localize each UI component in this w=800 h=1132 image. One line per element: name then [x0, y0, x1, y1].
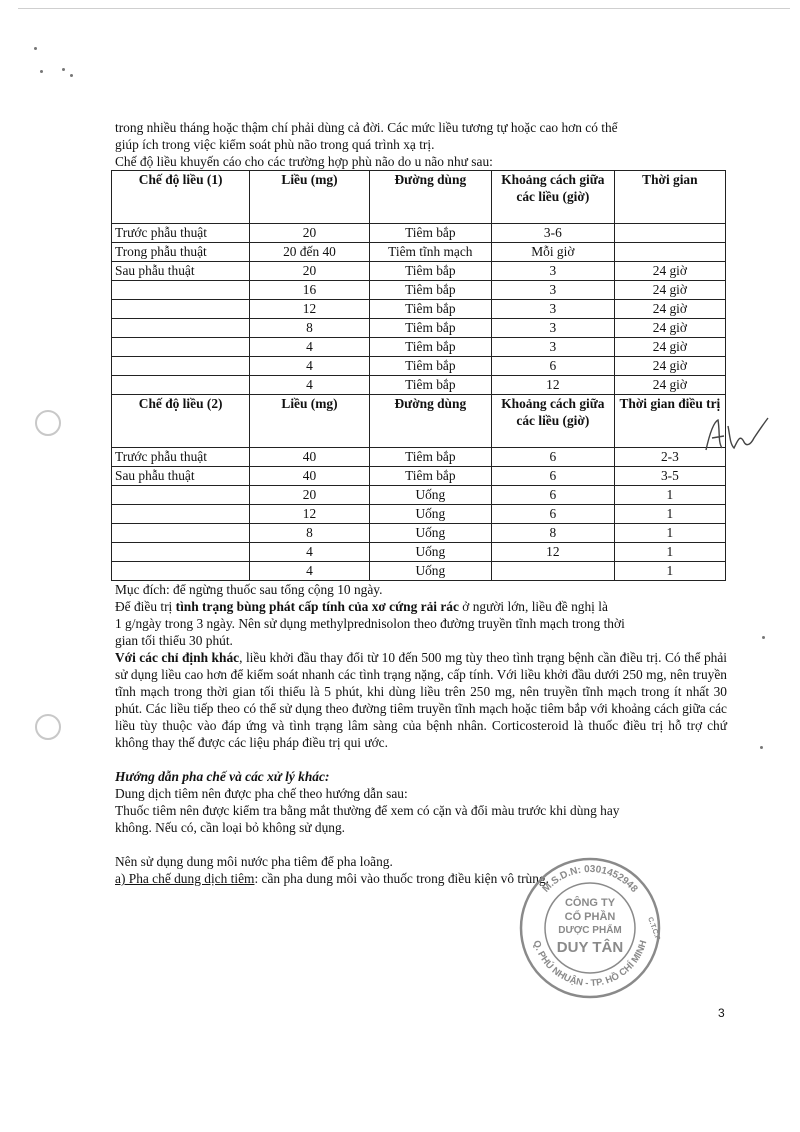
table-cell: Uống: [369, 543, 491, 562]
other-text: , liều khởi đầu thay đổi từ 10 đến 500 mg tùy theo tình trạng bệnh cần điều trị. Có thể phải sử dụng liều cao hơn để kiểm soát nhanh các tình trạng nặng, cấp tính. Với liều khởi đầu dưới 250 mg, nên truyền tĩnh mạch trong thời gian tối thiểu là 5 phút, khi dùng liều trên 250 mg, nên truyền tĩnh mạch trong ít nhất 30 phút. Các liều tiếp theo có thể sử dụng theo đường tiêm truyền tĩnh mạch hoặc tiêm bắp với khoảng cách giữa các liều tùy thuộc vào đáp ứng và tình trạng lâm sàng của bệnh nhân. Corticosteroid là thuốc điều trị hỗ trợ chứ không thay thế được các liệu pháp điều trị qui ước.: [115, 650, 728, 750]
table-cell: 1: [614, 543, 725, 562]
table-cell: 3: [491, 300, 614, 319]
prep-step-text: : cần pha dung môi vào thuốc trong điều kiện vô trùng.: [254, 871, 549, 886]
table-cell: Tiêm bắp: [369, 448, 491, 467]
scan-speck: [40, 70, 43, 73]
table-cell: [614, 243, 725, 262]
table-cell: Tiêm bắp: [369, 338, 491, 357]
table-cell: [112, 319, 250, 338]
table-cell: 6: [491, 505, 614, 524]
table-row: [112, 467, 726, 486]
table-cell: [112, 338, 250, 357]
table-cell: Tiêm bắp: [369, 357, 491, 376]
other-bold-term: Với các chỉ định khác: [115, 650, 240, 665]
table-cell: 6: [491, 486, 614, 505]
stamp-type: CỔ PHẦN: [564, 911, 616, 923]
table-cell: 24 giờ: [614, 281, 725, 300]
table-cell: Mỗi giờ: [491, 243, 614, 262]
ms-line: 1 g/ngày trong 3 ngày. Nên sử dụng methylprednisolon theo đường truyền tĩnh mạch trong thời: [115, 616, 625, 631]
table-cell: Uống: [369, 486, 491, 505]
table-row: [112, 357, 726, 376]
table-cell: [112, 357, 250, 376]
table-cell: [112, 281, 250, 300]
ms-text: ở người lớn, liều đề nghị là: [458, 599, 608, 614]
prep-heading: Hướng dẫn pha chế và các xử lý khác:: [115, 769, 330, 784]
table-cell: 16: [250, 281, 369, 300]
table-header-row: [112, 395, 726, 448]
table-cell: 3: [491, 262, 614, 281]
table-row: [112, 300, 726, 319]
table-row: [112, 338, 726, 357]
table-cell: [112, 376, 250, 395]
table-cell: 4: [250, 338, 369, 357]
table-cell: 6: [491, 357, 614, 376]
table-cell: 20: [250, 262, 369, 281]
dosage-table-1: [111, 170, 726, 581]
ms-bold-term: tình trạng bùng phát cấp tính của xơ cứng rải rác: [175, 599, 459, 614]
table-cell: Tiêm bắp: [369, 224, 491, 243]
table-cell: 3: [491, 338, 614, 357]
scan-speck: [760, 746, 763, 749]
table-cell: 3-5: [614, 467, 725, 486]
prep-line: Nên sử dụng dung môi nước pha tiêm để pha loãng.: [115, 854, 393, 869]
table-cell: 20: [250, 486, 369, 505]
table-row: [112, 448, 726, 467]
table-cell: 24 giờ: [614, 262, 725, 281]
table-cell: 6: [491, 467, 614, 486]
table-cell: 4: [250, 357, 369, 376]
table-row: [112, 505, 726, 524]
table-cell: Tiêm bắp: [369, 376, 491, 395]
table-cell: Trước phẫu thuật: [112, 448, 250, 467]
table-cell: Tiêm tĩnh mạch: [369, 243, 491, 262]
scan-speck: [62, 68, 65, 71]
table-cell: 1: [614, 524, 725, 543]
table-row: [112, 224, 726, 243]
table-cell: 40: [250, 448, 369, 467]
stamp-code: M.S.D.N: 0301452948: [540, 863, 640, 895]
table-cell: 1: [614, 562, 725, 581]
table-cell: [112, 486, 250, 505]
header-cell: Khoảng cách giữa các liều (giờ): [491, 171, 614, 224]
table-cell: Tiêm bắp: [369, 319, 491, 338]
top-edge-line: [18, 8, 790, 9]
table-cell: Tiêm bắp: [369, 300, 491, 319]
header-cell: Liều (mg): [250, 171, 369, 224]
header-cell: Đường dùng: [369, 395, 491, 448]
table-cell: 12: [491, 376, 614, 395]
table-cell: Uống: [369, 562, 491, 581]
table-cell: 3: [491, 281, 614, 300]
header-cell: Thời gian: [614, 171, 725, 224]
table-cell: 20: [250, 224, 369, 243]
table-row: [112, 543, 726, 562]
header-cell: Khoảng cách giữa các liều (giờ): [491, 395, 614, 448]
prep-step-label: a) Pha chế dung dịch tiêm: [115, 871, 255, 886]
stamp-name: DUY TÂN: [556, 939, 624, 956]
table-header-row: [112, 171, 726, 224]
table-cell: [491, 562, 614, 581]
table-cell: 1: [614, 505, 725, 524]
table-cell: 12: [491, 543, 614, 562]
ms-line: gian tối thiểu 30 phút.: [115, 633, 233, 648]
table-cell: Uống: [369, 505, 491, 524]
table-cell: 3: [491, 319, 614, 338]
ms-paragraph: [115, 598, 727, 615]
table-cell: 24 giờ: [614, 319, 725, 338]
scan-speck: [762, 636, 765, 639]
table-row: [112, 486, 726, 505]
table-cell: 24 giờ: [614, 300, 725, 319]
document-body: [115, 119, 727, 887]
table-cell: 12: [250, 300, 369, 319]
table-cell: 8: [491, 524, 614, 543]
punch-hole: [35, 714, 61, 740]
table-cell: Sau phẫu thuật: [112, 262, 250, 281]
table-cell: Trước phẫu thuật: [112, 224, 250, 243]
header-cell: Đường dùng: [369, 171, 491, 224]
table-cell: [112, 300, 250, 319]
intro-line: trong nhiều tháng hoặc thậm chí phải dùng cả đời. Các mức liều tương tự hoặc cao hơn có thể: [115, 120, 618, 135]
purpose-note: Mục đích: để ngừng thuốc sau tổng cộng 10 ngày.: [115, 582, 383, 597]
stamp-location: Q. PHÚ NHUẬN - TP. HỒ CHÍ MINH: [530, 939, 650, 990]
handwritten-initials: [700, 412, 770, 456]
table-cell: 20 đến 40: [250, 243, 369, 262]
table-cell: 12: [250, 505, 369, 524]
other-indications-paragraph: [115, 649, 727, 751]
table-cell: [112, 543, 250, 562]
table-row: [112, 524, 726, 543]
table-cell: [112, 562, 250, 581]
ms-text: Để điều trị: [115, 599, 176, 614]
scan-speck: [34, 47, 37, 50]
table-cell: 3-6: [491, 224, 614, 243]
table-cell: 2-3: [614, 448, 725, 467]
spacer: [115, 751, 727, 768]
company-stamp: [518, 856, 662, 1000]
table-cell: Trong phẫu thuật: [112, 243, 250, 262]
table-cell: Tiêm bắp: [369, 467, 491, 486]
header-cell: Chế độ liều (2): [112, 395, 250, 448]
table-cell: [112, 524, 250, 543]
table-row: [112, 281, 726, 300]
table-cell: 4: [250, 543, 369, 562]
intro-line: giúp ích trong việc kiểm soát phù não trong quá trình xạ trị.: [115, 137, 435, 152]
table-cell: Tiêm bắp: [369, 281, 491, 300]
table-cell: 24 giờ: [614, 376, 725, 395]
table-cell: 1: [614, 486, 725, 505]
prep-line: Thuốc tiêm nên được kiểm tra bằng mắt thường để xem có cặn và đổi màu trước khi dùng hay: [115, 803, 620, 818]
stamp-company: CÔNG TY: [564, 897, 616, 909]
prep-line: Dung dịch tiêm nên được pha chế theo hướng dẫn sau:: [115, 786, 408, 801]
header-cell: Thời gian điều trị: [614, 395, 725, 448]
table-cell: 24 giờ: [614, 338, 725, 357]
table-cell: Tiêm bắp: [369, 262, 491, 281]
table-cell: 40: [250, 467, 369, 486]
header-cell: Liều (mg): [250, 395, 369, 448]
table-cell: Sau phẫu thuật: [112, 467, 250, 486]
punch-hole: [35, 410, 61, 436]
table-cell: [614, 224, 725, 243]
table-cell: 4: [250, 376, 369, 395]
table-cell: Uống: [369, 524, 491, 543]
header-cell: Chế độ liều (1): [112, 171, 250, 224]
table-cell: 24 giờ: [614, 357, 725, 376]
prep-line: không. Nếu có, cần loại bỏ không sử dụng.: [115, 820, 346, 835]
page-number: 3: [718, 1006, 725, 1020]
table-cell: 8: [250, 319, 369, 338]
table-row: [112, 262, 726, 281]
table-row: [112, 319, 726, 338]
table-cell: 6: [491, 448, 614, 467]
intro-line: Chế độ liều khuyến cáo cho các trường hợp phù não do u não như sau:: [115, 154, 493, 169]
spacer: [115, 836, 727, 853]
stamp-field: DƯỢC PHẨM: [558, 925, 622, 936]
table-cell: 8: [250, 524, 369, 543]
stamp-ring-abbrev: C.T.C.P: [646, 916, 661, 942]
scan-speck: [70, 74, 73, 77]
table-row: [112, 243, 726, 262]
table-row: [112, 376, 726, 395]
table-cell: 4: [250, 562, 369, 581]
table-cell: [112, 505, 250, 524]
table-row: [112, 562, 726, 581]
